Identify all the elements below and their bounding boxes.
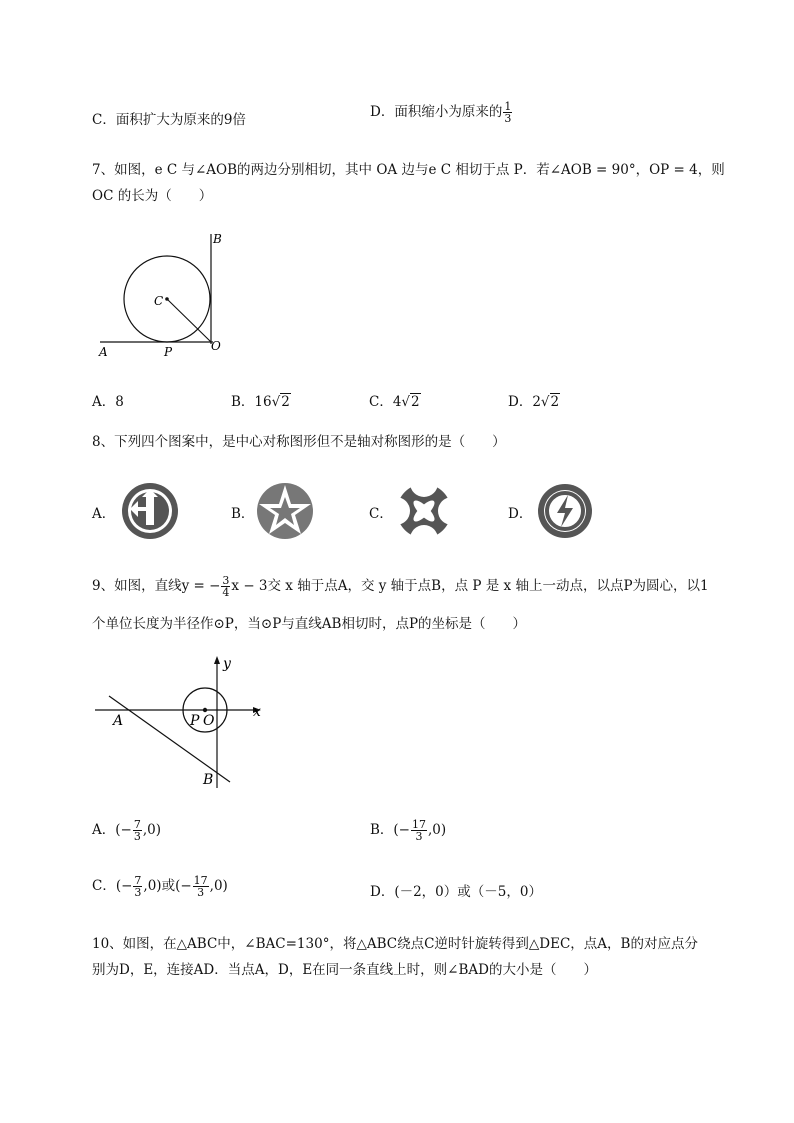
q9-stem-line2: 个单位长度为半径作⊙P，当⊙P与直线AB相切时，点P的坐标是（ ） xyxy=(92,616,527,632)
point-p xyxy=(203,708,207,712)
fraction: $\frac{17}{3}$ xyxy=(193,874,208,899)
q8-stem: 8、下列四个图案中，是中心对称图形但不是轴对称图形的是（ ） xyxy=(92,434,506,450)
q8-option-d-icon xyxy=(535,481,595,541)
line-ab xyxy=(109,696,230,782)
sqrt-symbol: √2 xyxy=(271,394,290,410)
label-p: P xyxy=(164,345,173,359)
q8-option-b-icon xyxy=(255,481,315,541)
q9-option-c: C．(− $\frac{7}{3}$ ,0)或(− $\frac{17}{3}$ ,0) xyxy=(92,874,228,899)
q9-stem-line1: 9、如图，直线y = − $\frac{3}{4}$ x − 3交 x 轴于点A，交 y 轴于点B，点 P 是 x 轴上一动点，以点P为圆心，以1 xyxy=(92,574,709,599)
fraction: $\frac{7}{3}$ xyxy=(133,818,141,843)
q9-option-d: D．(－2，0）或（－5，0） xyxy=(370,884,542,900)
q9-figure xyxy=(95,652,275,792)
q9-option-b: B．(− $\frac{17}{3}$ ,0) xyxy=(370,818,447,843)
q8-option-a-label: A． xyxy=(92,506,116,522)
q8-option-a-icon xyxy=(120,481,180,541)
label-y: y xyxy=(223,656,231,672)
q8-option-b-label: B． xyxy=(231,506,255,522)
sqrt-symbol: √2 xyxy=(540,394,560,410)
q8-option-c-icon xyxy=(394,481,454,541)
q10-stem-line2: 别为D，E，连接AD．当点A，D，E在同一条直线上时，则∠BAD的大小是（ ） xyxy=(92,962,597,978)
q8-option-d-label: D． xyxy=(508,506,533,522)
q9-option-a: A．(− $\frac{7}{3}$ ,0) xyxy=(92,818,161,843)
q7-option-a: A．8 xyxy=(92,394,124,410)
label-a: A xyxy=(99,345,108,359)
q7-stem-line1: 7、如图，e C 与∠AOB的两边分别相切，其中 OA 边与e C 相切于点 P．若∠AOB = 90°，OP = 4，则 xyxy=(92,162,725,178)
label-c: C xyxy=(154,294,164,308)
label-x: x xyxy=(253,704,261,720)
q7-stem-line2: OC 的长为（ ） xyxy=(92,188,213,204)
fraction: $\frac{3}{4}$ xyxy=(222,574,230,599)
fraction: $\frac{17}{3}$ xyxy=(412,818,426,843)
label-b: B xyxy=(203,772,214,788)
q8-option-c-label: C． xyxy=(369,506,393,522)
fraction: $\frac{7}{3}$ xyxy=(134,874,142,899)
center-point xyxy=(165,297,169,301)
q7-option-c: C．4√2 xyxy=(369,394,420,410)
q6-option-d-text: D．面积缩小为原来的 xyxy=(370,104,503,120)
label-o: O xyxy=(203,713,215,729)
q10-stem-line1: 10、如图，在△ABC中，∠BAC=130°，将△ABC绕点C逆时针旋转得到△DEC，点A，B的对应点分 xyxy=(92,936,698,952)
label-o: O xyxy=(211,339,221,353)
q7-option-d: D．2√2 xyxy=(508,394,560,410)
label-b: B xyxy=(213,232,222,246)
sqrt-symbol: √2 xyxy=(401,394,420,410)
fraction: $\frac{1}{3}$ xyxy=(504,100,512,125)
q7-figure xyxy=(95,226,235,361)
q6-option-d xyxy=(370,100,513,124)
q6-option-c: C．面积扩大为原来的9倍 xyxy=(92,112,246,128)
label-a: A xyxy=(113,713,124,729)
label-p: P xyxy=(190,713,200,729)
q7-option-b: B．16√2 xyxy=(231,394,290,410)
